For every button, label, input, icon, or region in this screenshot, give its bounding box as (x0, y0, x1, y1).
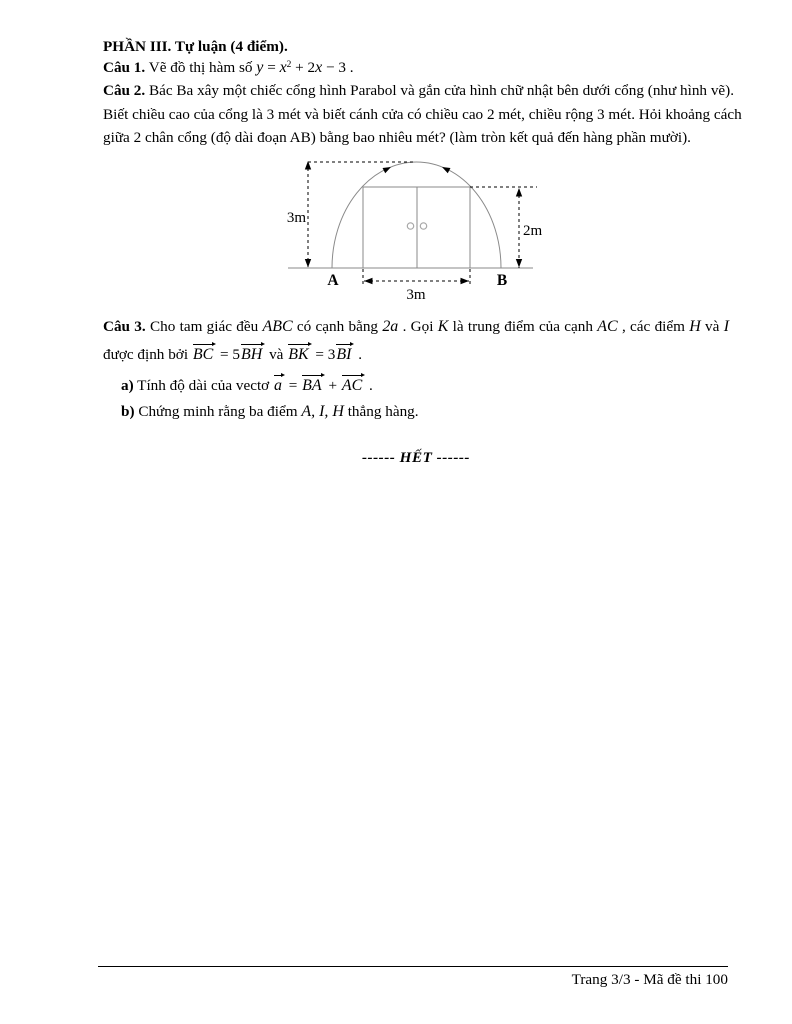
text-token: Tính độ dài của vectơ (133, 377, 273, 394)
text-token: AC (597, 318, 618, 335)
arrow-down-icon (305, 259, 311, 268)
gate-height-label: 3m (286, 210, 306, 226)
point-b-label: B (496, 272, 508, 289)
text-token: y (256, 59, 264, 76)
vector-term: AC (341, 376, 365, 395)
arrow-down-icon (516, 259, 522, 268)
footer-page-info: Trang 3/3 - Mã đề thi 100 (571, 971, 728, 988)
text-token: = 5 (216, 346, 240, 363)
text-token: là trung điểm của cạnh (448, 318, 598, 335)
cau1-label: Câu 1. (103, 59, 146, 76)
question-3-line-1 (103, 318, 729, 336)
door-width-label: 3m (406, 287, 426, 303)
text-token: Biết chiều cao của cổng là 3 mét và biết cánh cửa có chiều cao 2 mét, chiều rộng 3 mét. Hỏi khoảng cách (103, 105, 742, 123)
curve-arrow-left-icon (383, 164, 393, 173)
text-token: x (279, 59, 287, 76)
text-token: ABC (262, 318, 293, 335)
arrow-left-icon (364, 278, 373, 284)
text-token: Bác Ba xây một chiếc cổng hình Parabol và gắn cửa hình chữ nhật bên dưới cổng (như hình vẽ). (145, 82, 735, 99)
question-3-part-b (121, 403, 729, 421)
text-token: x (315, 59, 323, 76)
question-2-line-2 (103, 105, 742, 124)
text-token: và (265, 346, 288, 363)
parabola-gate-figure (280, 152, 550, 310)
text-token: K (437, 318, 449, 335)
text-token: + (324, 377, 341, 394)
text-token: H (689, 318, 701, 335)
question-2-line-1 (103, 82, 735, 100)
question-3-line-2 (103, 345, 729, 364)
cau3-label: Câu 3. (103, 318, 146, 335)
question-1 (103, 59, 729, 77)
curve-arrow-right-icon (441, 164, 451, 173)
question-3-part-a (121, 376, 729, 395)
text-token: − 3 . (322, 59, 354, 76)
text-token: 2a (382, 318, 399, 335)
text-token: + 2 (291, 59, 316, 76)
point-a-label: A (327, 272, 339, 289)
text-token: = (263, 59, 280, 76)
text-token: và (700, 318, 724, 335)
text-token: , các điểm (617, 318, 690, 335)
arrow-up-icon (516, 188, 522, 197)
question-2 (103, 82, 742, 147)
text-token: . (354, 346, 363, 363)
vector-term: BA (301, 376, 325, 395)
part-b-label: b) (121, 403, 135, 420)
cau2-label: Câu 2. (103, 82, 146, 99)
arrow-right-icon (461, 278, 470, 284)
text-token: A, I, H (301, 403, 344, 420)
door-knob-left-icon (407, 223, 413, 229)
vector-term: BI (335, 345, 354, 364)
question-3 (103, 318, 729, 364)
question-2-line-3 (103, 129, 729, 147)
text-token: Vẽ đồ thị hàm số (145, 59, 257, 76)
text-token: = (284, 377, 302, 394)
vector-term: BH (240, 345, 265, 364)
text-token: . Gọi (398, 318, 438, 335)
text-token: 2 (286, 60, 292, 71)
text-token: = 3 (311, 346, 336, 363)
part-a-label: a) (121, 377, 134, 394)
text-token: thẳng hàng. (343, 403, 419, 420)
text-token: Cho tam giác đều (145, 318, 263, 335)
text-token: I (723, 318, 730, 335)
vector-term: BC (192, 345, 216, 364)
text-token: Chứng minh rằng ba điểm (134, 403, 302, 420)
door-knob-right-icon (420, 223, 426, 229)
text-token: có cạnh bằng (292, 318, 383, 335)
vector-term: a (273, 376, 285, 395)
section-heading: PHẦN III. Tự luận (4 điểm). (103, 38, 288, 55)
door-height-label: 2m (523, 223, 543, 239)
vector-term: BK (287, 345, 311, 364)
text-token: được định bởi (103, 346, 192, 363)
text-token: giữa 2 chân cổng (độ dài đoạn AB) bằng bao nhiêu mét? (làm tròn kết quả đến hàng phần mười). (103, 129, 691, 146)
end-of-exam-mark: ------ HẾT ------ (361, 449, 470, 466)
footer-divider (98, 966, 728, 967)
text-token: . (365, 377, 373, 394)
